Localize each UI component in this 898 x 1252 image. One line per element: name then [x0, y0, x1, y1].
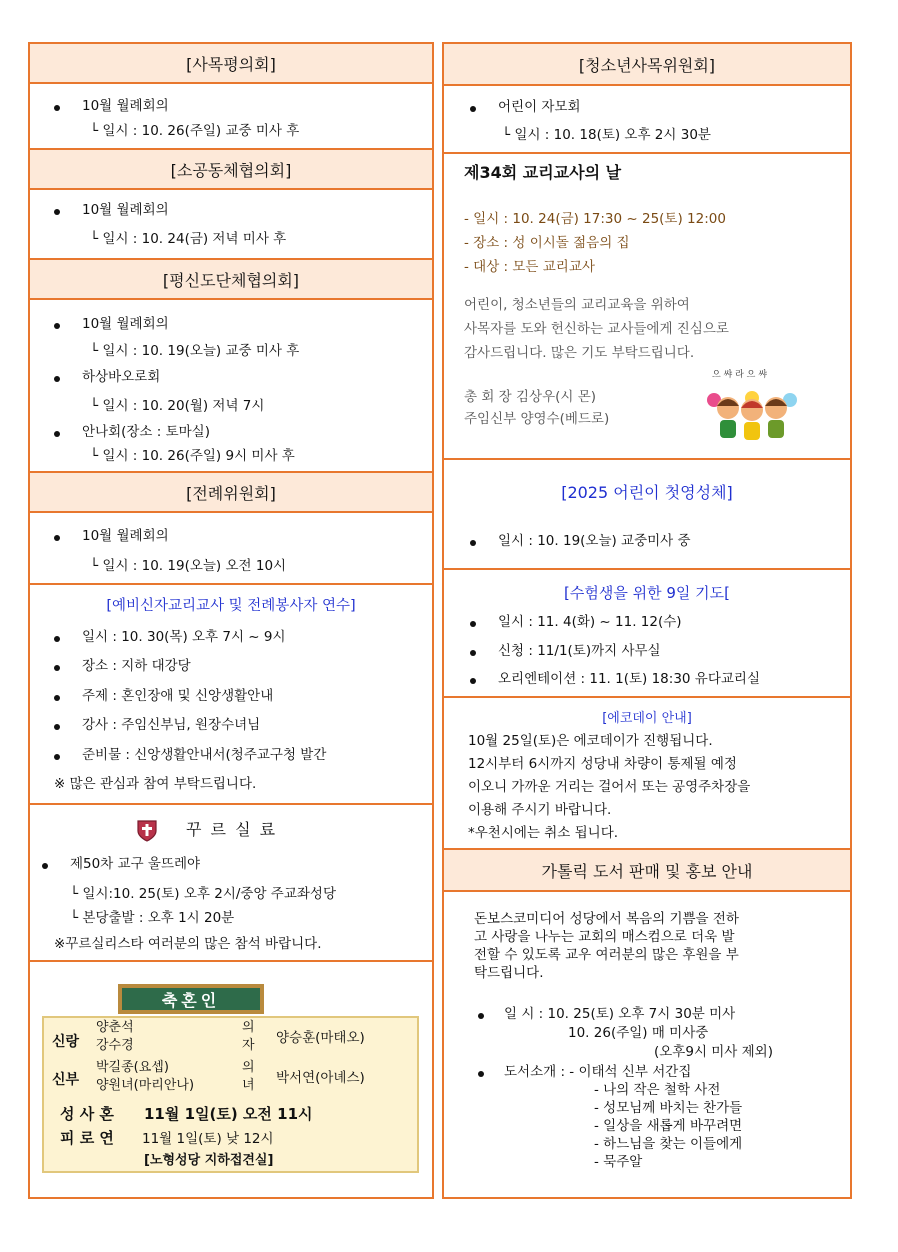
sale-time: 일 시 : 10. 25(토) 오후 7시 30분 미사: [504, 1006, 736, 1022]
section-title: [예비신자교리교사 및 전례봉사자 연수]: [106, 598, 356, 614]
catholic-books-section: [444, 850, 850, 1197]
reception-time: 11월 1일(토) 낮 12시: [142, 1131, 274, 1147]
book-item: - 성모님께 바치는 찬가들: [594, 1100, 743, 1116]
community-council-section: [30, 150, 432, 260]
cheer-text: 으 쌰 라 으 쌰: [712, 370, 767, 380]
list-item: 강사 : 주임신부님, 원장수녀님: [82, 717, 261, 733]
book-item: - 묵주알: [594, 1154, 643, 1170]
bullet: [470, 106, 476, 112]
groom-relation: 자: [242, 1038, 255, 1053]
bullet: [54, 724, 60, 730]
list-item: 안나회(장소 : 토마실): [82, 424, 210, 440]
list-item: 10월 월례회의: [82, 316, 169, 332]
list-item-sub: └ 일시 : 10. 24(금) 저녁 미사 후: [90, 231, 287, 247]
sacrament-label: 성 사 혼: [60, 1105, 114, 1123]
signature-pastor: 주임신부 양영수(베드로): [464, 411, 610, 427]
note-text: ※ 많은 관심과 참여 부탁드립니다.: [54, 776, 257, 792]
bride-relation: 의: [242, 1060, 255, 1075]
reception-place: [노형성당 지하접견실]: [144, 1153, 274, 1168]
groom-name: 양승훈(마태오): [276, 1030, 365, 1046]
book-item: - 나의 작은 철학 사전: [594, 1082, 721, 1098]
groom-mother: 강수경: [96, 1038, 134, 1053]
shield-icon: [136, 819, 158, 843]
section-title: [사목평의회]: [30, 44, 432, 84]
list-item: 제50차 교구 울뜨레야: [70, 856, 201, 872]
section-title: 제34회 교리교사의 날: [464, 163, 622, 182]
message-text: 어린이, 청소년들의 교리교육을 위하여: [464, 297, 690, 313]
paragraph-line: 전할 수 있도록 교우 여러분의 많은 후원을 부: [474, 947, 739, 963]
bride-relation: 녀: [242, 1078, 255, 1093]
bullet: [478, 1071, 484, 1077]
list-item-sub: └ 일시 : 10. 26(주일) 9시 미사 후: [90, 448, 295, 464]
cursillo-section: [30, 805, 432, 962]
event-place: - 장소 : 성 이시돌 젊음의 집: [464, 235, 630, 251]
signature-president: 총 회 장 김상우(시 몬): [464, 389, 597, 405]
list-item: 주제 : 혼인장애 및 신앙생활안내: [82, 688, 274, 704]
bullet: [42, 863, 48, 869]
list-item: 일시 : 10. 19(오늘) 교중미사 중: [498, 533, 691, 549]
bride-name: 박서연(아녜스): [276, 1070, 365, 1086]
list-item: 하상바오로회: [82, 369, 161, 385]
paragraph-line: 돈보스코미디어 성당에서 복음의 기쁨을 전하: [474, 911, 739, 927]
book-item: - 일상을 새롭게 바꾸려면: [594, 1118, 743, 1134]
message-text: 사목자를 도와 헌신하는 교사들에게 진심으로: [464, 321, 729, 337]
note-text: ※꾸르실리스타 여러분의 많은 참석 바랍니다.: [54, 936, 322, 952]
list-item: 10월 월례회의: [82, 202, 169, 218]
section-title: [에코데이 안내]: [602, 711, 692, 726]
liturgy-committee-section: [30, 473, 432, 585]
list-item: 10월 월례회의: [82, 98, 169, 114]
bullet: [54, 535, 60, 541]
section-title: [2025 어린이 첫영성체]: [561, 483, 733, 502]
section-title: [평신도단체협의회]: [30, 260, 432, 300]
notice-text: 이오니 가까운 거리는 걸어서 또는 공영주차장을: [468, 779, 751, 795]
notice-text: 10월 25일(토)은 에코데이가 진행됩니다.: [468, 733, 713, 749]
list-item: 준비물 : 신앙생활안내서(청주교구청 발간: [82, 747, 327, 763]
groom-relation: 의: [242, 1020, 255, 1035]
list-item: 오리엔테이션 : 11. 1(토) 18:30 유다교리실: [498, 671, 760, 687]
bride-mother: 양원녀(마리안나): [96, 1078, 195, 1093]
section-title: 가톨릭 도서 판매 및 홍보 안내: [444, 850, 850, 892]
paragraph-line: 고 사랑을 나누는 교회의 매스컴으로 더욱 발: [474, 929, 735, 945]
cheering-kids-illustration: [702, 378, 802, 442]
catechist-day-section: [444, 154, 850, 460]
notice-text: 12시부터 6시까지 성당내 차량이 통제될 예정: [468, 756, 737, 772]
book-item: - 하느님을 찾는 이들에게: [594, 1136, 743, 1152]
book-item: 도서소개 : - 이태석 신부 서간집: [504, 1064, 692, 1080]
list-item-sub: └ 일시 : 10. 18(토) 오후 2시 30분: [502, 127, 711, 143]
bullet: [54, 376, 60, 382]
youth-committee-section: [444, 44, 850, 154]
list-item: 일시 : 11. 4(화) ~ 11. 12(수): [498, 614, 682, 630]
wedding-card: [42, 1016, 419, 1173]
bullet: [54, 323, 60, 329]
list-item-sub: └ 본당출발 : 오후 1시 20분: [70, 910, 235, 926]
eco-day-section: [444, 698, 850, 850]
bullet: [470, 540, 476, 546]
list-item: 장소 : 지하 대강당: [82, 658, 191, 674]
event-target: - 대상 : 모든 교리교사: [464, 259, 595, 275]
list-item-sub: └ 일시 : 10. 19(오늘) 오전 10시: [90, 558, 287, 574]
bullet: [54, 431, 60, 437]
sale-time: 10. 26(주일) 매 미사중: [568, 1025, 709, 1041]
pastoral-council-section: [30, 44, 432, 150]
section-title: [소공동체협의회]: [30, 150, 432, 190]
groom-label: 신랑: [52, 1034, 80, 1050]
bride-father: 박길종(요셉): [96, 1060, 169, 1075]
list-item-sub: └ 일시 : 10. 20(월) 저녁 7시: [90, 398, 265, 414]
bullet: [54, 636, 60, 642]
wedding-board: 축혼인: [118, 984, 264, 1014]
reception-label: 피 로 연: [60, 1129, 114, 1147]
message-text: 감사드립니다. 많은 기도 부탁드립니다.: [464, 345, 695, 361]
bullet: [470, 650, 476, 656]
list-item: 일시 : 10. 30(목) 오후 7시 ~ 9시: [82, 629, 286, 645]
bullet: [54, 695, 60, 701]
sale-time-note: (오후9시 미사 제외): [654, 1044, 773, 1060]
bullet: [54, 754, 60, 760]
event-time: - 일시 : 10. 24(금) 17:30 ~ 25(토) 12:00: [464, 211, 726, 227]
list-item: 신청 : 11/1(토)까지 사무실: [498, 643, 661, 659]
section-title: [전례위원회]: [30, 473, 432, 513]
list-item-sub: └ 일시 : 10. 19(오늘) 교중 미사 후: [90, 343, 300, 359]
laity-council-section: [30, 260, 432, 473]
bullet: [470, 621, 476, 627]
list-item-sub: └ 일시 : 10. 26(주일) 교중 미사 후: [90, 123, 300, 139]
list-item-sub: └ 일시:10. 25(토) 오후 2시/중앙 주교좌성당: [70, 886, 336, 902]
first-communion-section: [444, 460, 850, 570]
groom-father: 양춘석: [96, 1020, 134, 1035]
exam-prayer-section: [444, 570, 850, 698]
bullet: [478, 1013, 484, 1019]
notice-text: 이용해 주시기 바랍니다.: [468, 802, 612, 818]
bullet: [54, 105, 60, 111]
list-item: 10월 월례회의: [82, 528, 169, 544]
paragraph-line: 탁드립니다.: [474, 965, 544, 981]
training-section: [30, 585, 432, 805]
sacrament-time: 11월 1일(토) 오전 11시: [144, 1105, 313, 1123]
bullet: [54, 209, 60, 215]
section-title: [수험생을 위한 9일 기도[: [564, 584, 730, 602]
right-column: [442, 42, 852, 1199]
list-item: 어린이 자모회: [498, 99, 581, 115]
section-title: [청소년사목위원회]: [444, 44, 850, 86]
bullet: [54, 665, 60, 671]
notice-text: *우천시에는 취소 됩니다.: [468, 825, 619, 841]
section-title: 꾸 르 실 료: [186, 820, 278, 839]
bullet: [470, 678, 476, 684]
bride-label: 신부: [52, 1072, 80, 1088]
